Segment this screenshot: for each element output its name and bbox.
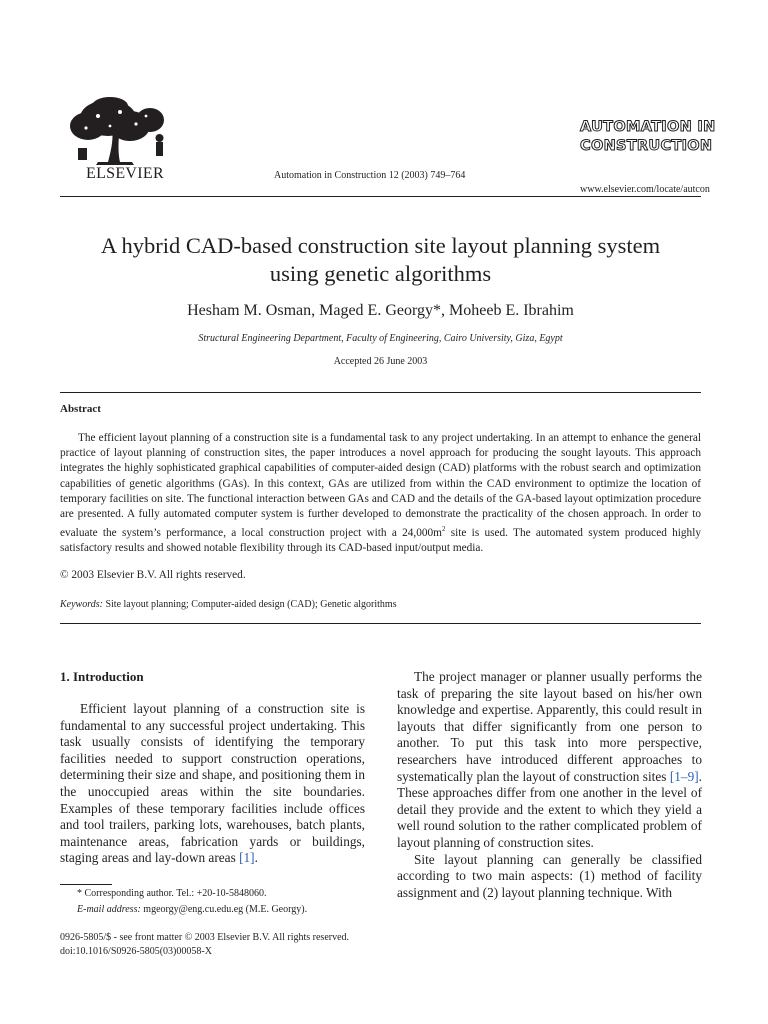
article-title-line1: A hybrid CAD-based construction site layout planning system (100, 233, 661, 258)
abstract-text (60, 431, 701, 556)
keywords-label: Keywords: (60, 599, 103, 610)
keywords (60, 599, 397, 610)
reference-link-1[interactable]: [1] (239, 850, 255, 866)
body-column-left (60, 701, 365, 867)
email-address[interactable]: mgeorgy@eng.cu.edu.eg (M.E. Georgy). (140, 904, 308, 915)
article-title (60, 232, 701, 288)
keywords-list: Site layout planning; Computer-aided design (CAD); Genetic algorithms (102, 599, 397, 610)
article-title-line2: using genetic algorithms (269, 261, 492, 286)
left-column-end: . (254, 850, 258, 866)
footnote-corresponding-author: * Corresponding author. Tel.: +20-10-5848060. (77, 888, 267, 899)
journal-citation: Automation in Construction 12 (2003) 749–764 (274, 170, 466, 181)
right-paragraph-1 (397, 669, 702, 852)
section-heading-introduction: 1. Introduction (60, 669, 144, 684)
abstract-bottom-divider (60, 623, 701, 624)
abstract-top-divider (60, 392, 701, 393)
footnote-divider (60, 884, 112, 885)
publisher-name: ELSEVIER (86, 165, 164, 182)
right-paragraph-1-start: The project manager or planner usually performs the task of preparing the site layout based on his/her own knowledge and expertise. Apparently, this could result in layouts that differ significantly from one person to another. To put this task into more perspective, researchers have introduced different approaches to systematically plan the layout of construction sites (397, 669, 702, 784)
footnote-issn: 0926-5805/$ - see front matter © 2003 Elsevier B.V. All rights reserved. (60, 932, 350, 943)
article-authors: Hesham M. Osman, Maged E. Georgy*, Moheeb E. Ibrahim (187, 302, 574, 319)
right-paragraph-2: Site layout planning can generally be classified according to two main aspects: (1) method of facility assignment and (2) layout planning technique. With (397, 851, 702, 900)
footnote-email (60, 904, 307, 915)
body-column-right (397, 669, 702, 901)
abstract-heading: Abstract (60, 403, 101, 415)
accepted-date: Accepted 26 June 2003 (333, 356, 428, 367)
abstract-copyright: © 2003 Elsevier B.V. All rights reserved. (60, 569, 246, 581)
journal-logo-line1: AUTOMATION IN (580, 119, 716, 135)
abstract-text-part2: site is used. The automated system produced highly satisfactory results and showed notable flexibility through its CAD-based input/output media. (60, 526, 701, 555)
right-paragraph-1-end: . These approaches differ from one another in the level of detail they provide and the extent to which they yield a well round solution to the rather complicated problem of layout planning of construction sites. (397, 768, 702, 850)
reference-link-1-9[interactable]: [1–9] (669, 768, 699, 784)
left-column-text: Efficient layout planning of a construction site is fundamental to any successful project undertaking. This task usually consists of identifying the temporary facilities needed to support construction operations, determining their size and shape, and positioning them in the unoccupied areas within the site boundaries. Examples of these temporary facilities include offices and tool trailers, parking lots, warehouses, batch plants, maintenance areas, fabrication yards or buildings, staging areas and lay-down areas (60, 701, 365, 866)
journal-logo-line2: CONSTRUCTION (580, 138, 713, 154)
area-superscript: 2 (441, 525, 446, 534)
journal-url[interactable]: www.elsevier.com/locate/autcon (580, 184, 710, 195)
footnote-doi[interactable]: doi:10.1016/S0926-5805(03)00058-X (60, 946, 212, 957)
email-label: E-mail address: (77, 904, 141, 915)
abstract-text-part1: The efficient layout planning of a construction site is a fundamental task to any project undertaking. In an attempt to enhance the general practice of layout planning of construction sites, the paper introduces a novel approach for producing the sought layouts. This approach integrates the highly sophisticated graphical capabilities of computer-aided design (CAD) platforms with the robust search and optimization capabilities of genetic algorithms (GAs). In this context, GAs are utilized from within the CAD environment to optimize the location of temporary facilities on site. The functional interaction between GAs and CAD and the details of the GA-based layout optimization procedure are presented. A fully automated computer system is further developed to demonstrate the practicality of the chosen approach. In order to evaluate the system’s performance, a local construction project with a 24,000m (60, 432, 701, 539)
author-affiliation: Structural Engineering Department, Faculty of Engineering, Cairo University, Giza, Egypt (198, 333, 563, 344)
header-divider (60, 196, 701, 197)
journal-logo (580, 118, 716, 162)
